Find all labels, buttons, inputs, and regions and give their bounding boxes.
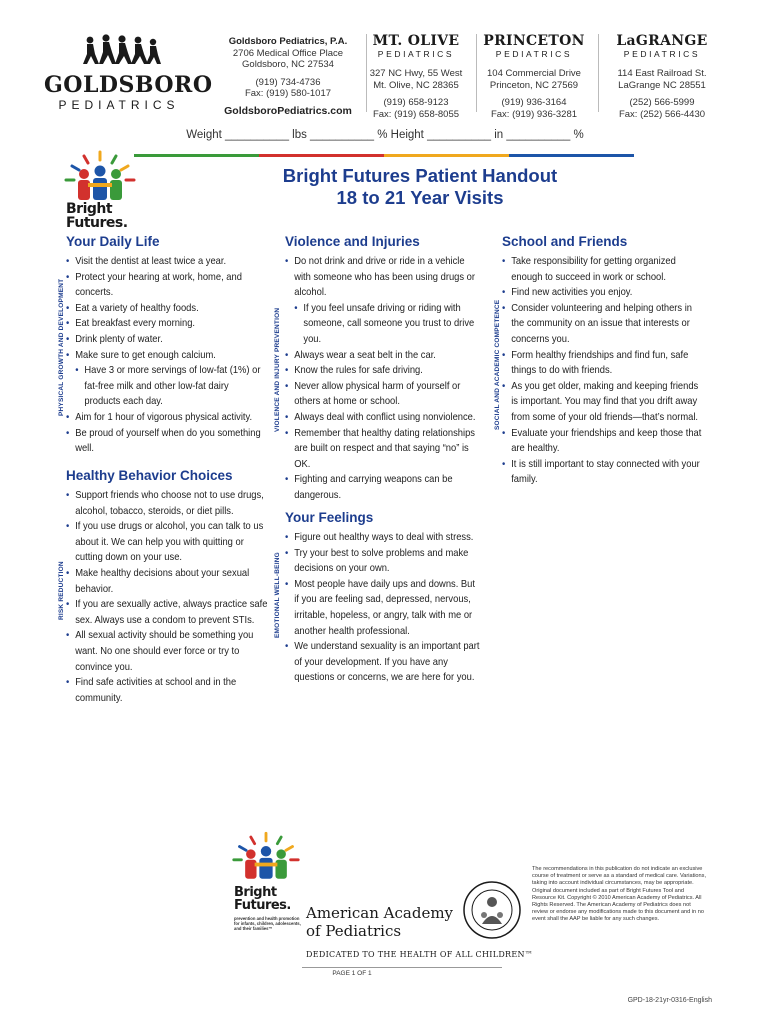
office-princeton bbox=[474, 34, 594, 120]
running-children-icon bbox=[82, 34, 162, 68]
list-item: • If you use drugs or alcohol, you can talk to us about it. We can help you with quitting or cutting down on your use. bbox=[66, 519, 270, 566]
handout-title bbox=[200, 165, 640, 209]
list-item: • Visit the dentist at least twice a year. bbox=[66, 254, 264, 270]
fax: Fax: (919) 580-1017 bbox=[244, 88, 332, 99]
school-list bbox=[502, 254, 703, 488]
office-lagrange bbox=[602, 34, 722, 120]
list-item: • If you are sexually active, always practice safe sex. Always use a condom to prevent STIs. bbox=[66, 597, 270, 628]
list-item: • Eat a variety of healthy foods. bbox=[66, 301, 264, 317]
disclaimer-text: The recommendations in this publication do not indicate an exclusive course of treatment or serve as a standard of medical care. Variations, taking into account individual circumstances, may be appropriate. Original document included as part of Bright Futures Tool and Resource Kit. Copyright © 2010 American Academy of Pediatrics. All Rights Reserved. The American Academy of Pediatrics does not review or endorse any modifications made to this document and in no event shall the AAP be liable for any such changes. bbox=[532, 866, 707, 923]
office-phone: (919) 658-9123 bbox=[383, 97, 449, 108]
color-bar-red bbox=[259, 154, 384, 157]
list-item: • Be proud of yourself when do you something well. bbox=[66, 426, 264, 457]
daily-life-list bbox=[66, 254, 264, 457]
list-item: • Figure out healthy ways to deal with stress. bbox=[285, 530, 480, 546]
list-item: • Find safe activities at school and in the community. bbox=[66, 675, 270, 706]
office-mt-olive bbox=[356, 34, 476, 120]
list-item: • Protect your hearing at work, home, and concerts. bbox=[66, 270, 264, 301]
office-address1: 327 NC Hwy, 55 West bbox=[369, 68, 463, 79]
list-subitem: • If you feel unsafe driving or riding with someone, call someone you trust to drive you. bbox=[285, 301, 478, 348]
color-bar-orange bbox=[384, 154, 509, 157]
practice-name: Goldsboro Pediatrics, P.A. bbox=[228, 36, 348, 47]
list-item: • Do not drink and drive or ride in a vehicle with someone who has been using drugs or alcohol. bbox=[285, 254, 478, 301]
list-item: • Try your best to solve problems and make decisions on your own. bbox=[285, 546, 480, 577]
list-subitem: • Have 3 or more servings of low-fat (1%) or fat-free milk and other low-fat dairy products each day. bbox=[66, 363, 264, 410]
office-fax: Fax: (919) 658-8055 bbox=[372, 108, 460, 120]
document-code: GPD-18-21yr-0316-English bbox=[627, 997, 712, 1004]
healthy-behavior-list bbox=[66, 488, 270, 706]
office-subtitle: PEDIATRICS bbox=[377, 49, 455, 59]
office-address1: 114 East Railroad St. bbox=[617, 68, 707, 79]
bright-futures-sun-icon bbox=[62, 150, 138, 202]
address-line1: 2706 Medical Office Place bbox=[232, 47, 344, 59]
title-line1: Bright Futures Patient Handout bbox=[282, 165, 558, 186]
bright-futures-logo bbox=[62, 150, 138, 232]
office-subtitle: PEDIATRICS bbox=[623, 49, 701, 59]
section-title-feelings: Your Feelings bbox=[285, 510, 374, 525]
office-phone: (252) 566-5999 bbox=[629, 97, 695, 108]
list-item: • Always wear a seat belt in the car. bbox=[285, 348, 478, 364]
side-label-risk: RISK REDUCTION bbox=[58, 561, 65, 620]
list-item: • Consider volunteering and helping others in the community on an issue that interests or concerns you. bbox=[502, 301, 703, 348]
list-item: • Always deal with conflict using nonviolence. bbox=[285, 410, 478, 426]
list-item: • Take responsibility for getting organized enough to succeed in work or school. bbox=[502, 254, 703, 285]
section-title-healthy-behavior: Healthy Behavior Choices bbox=[66, 468, 233, 483]
office-phone: (919) 936-3164 bbox=[501, 97, 567, 108]
list-item: • Eat breakfast every morning. bbox=[66, 316, 264, 332]
list-item: • Make sure to get enough calcium. bbox=[66, 348, 264, 364]
list-item: • Aim for 1 hour of vigorous physical activity. bbox=[66, 410, 264, 426]
section-title-school: School and Friends bbox=[502, 234, 628, 249]
feelings-list bbox=[285, 530, 480, 686]
divider bbox=[302, 967, 502, 968]
list-item: • As you get older, making and keeping friends is important. You may find that you drift away from some of your old friends—that’s normal. bbox=[502, 379, 703, 426]
office-name: LaGRANGE bbox=[616, 33, 708, 49]
office-name: MT. OLIVE bbox=[372, 33, 460, 49]
section-title-violence: Violence and Injuries bbox=[285, 234, 420, 249]
office-address1: 104 Commercial Drive bbox=[487, 68, 581, 79]
office-address2: Princeton, NC 27569 bbox=[489, 79, 579, 91]
list-item: • Know the rules for safe driving. bbox=[285, 363, 478, 379]
side-label-emotional: EMOTIONAL WELL-BEING bbox=[274, 552, 281, 638]
aap-name-line2: of Pediatrics bbox=[306, 922, 402, 940]
bright-futures-footer-logo bbox=[230, 828, 302, 938]
logo-word-bright: Bright bbox=[234, 885, 277, 900]
aap-name-line1: American Academy bbox=[306, 904, 454, 922]
aap-name bbox=[306, 904, 453, 940]
office-address2: Mt. Olive, NC 28365 bbox=[373, 79, 459, 91]
list-item: • Support friends who choose not to use drugs, alcohol, tobacco, steroids, or diet pills. bbox=[66, 488, 270, 519]
list-item: • Fighting and carrying weapons can be dangerous. bbox=[285, 472, 478, 503]
list-item: • Form healthy friendships and find fun, safe things to do with friends. bbox=[502, 348, 703, 379]
side-label-violence: VIOLENCE AND INJURY PREVENTION bbox=[274, 307, 281, 432]
list-item: • Never allow physical harm of yourself or others at home or school. bbox=[285, 379, 478, 410]
logo-word-bright: Bright bbox=[66, 201, 113, 217]
logo-word-futures: Futures. bbox=[234, 898, 291, 913]
list-item: • We understand sexuality is an important part of your development. If you have any questions or concerns, we are here for you. bbox=[285, 639, 480, 686]
brand-name: GOLDSBORO bbox=[44, 72, 213, 98]
list-item: • Find new activities you enjoy. bbox=[502, 285, 703, 301]
page-number: PAGE 1 OF 1 bbox=[332, 970, 372, 977]
list-item: • Evaluate your friendships and keep those that are healthy. bbox=[502, 426, 703, 457]
office-address2: LaGrange NC 28551 bbox=[618, 79, 706, 91]
aap-tagline: DEDICATED TO THE HEALTH OF ALL CHILDREN™ bbox=[306, 950, 534, 959]
phone: (919) 734-4736 bbox=[255, 76, 321, 88]
address-line2: Goldsboro, NC 27534 bbox=[242, 59, 334, 70]
list-item: • Most people have daily ups and downs. But if you are feeling sad, depressed, nervous, irritable, hopeless, or angry, talk with me or another health professional. bbox=[285, 577, 480, 639]
bright-futures-tagline: prevention and health promotion for infants, children, adolescents, and their families™ bbox=[234, 916, 301, 931]
list-item: • Remember that healthy dating relationships are built on respect and that saying “no” is OK. bbox=[285, 426, 478, 473]
office-fax: Fax: (919) 936-3281 bbox=[490, 108, 578, 120]
divider bbox=[598, 34, 599, 112]
brand-subtitle: PEDIATRICS bbox=[58, 98, 180, 112]
office-name: PRINCETON bbox=[483, 33, 585, 49]
section-title-daily-life: Your Daily Life bbox=[66, 234, 160, 249]
violence-list bbox=[285, 254, 478, 504]
list-item: • Drink plenty of water. bbox=[66, 332, 264, 348]
side-label-social: SOCIAL AND ACADEMIC COMPETENCE bbox=[494, 299, 501, 430]
color-bar bbox=[134, 154, 634, 157]
logo-word-futures: Futures. bbox=[66, 215, 128, 231]
measurements-line: Weight __________ lbs __________ % Height __________ in __________ % bbox=[186, 129, 584, 141]
side-label-physical: PHYSICAL GROWTH AND DEVELOPMENT bbox=[58, 278, 65, 416]
aap-seal-icon bbox=[462, 880, 522, 940]
goldsboro-logo bbox=[44, 34, 213, 114]
list-item: • Make healthy decisions about your sexual behavior. bbox=[66, 566, 270, 597]
list-item: • All sexual activity should be something you want. No one should ever force or try to convince you. bbox=[66, 628, 270, 675]
color-bar-blue bbox=[509, 154, 634, 157]
title-line2: 18 to 21 Year Visits bbox=[336, 187, 504, 208]
main-office-info bbox=[212, 36, 364, 117]
office-subtitle: PEDIATRICS bbox=[495, 49, 573, 59]
list-item: • It is still important to stay connected with your family. bbox=[502, 457, 703, 488]
color-bar-green bbox=[134, 154, 259, 157]
bright-futures-sun-icon bbox=[230, 828, 302, 884]
office-fax: Fax: (252) 566-4430 bbox=[618, 108, 706, 120]
website-link[interactable]: GoldsboroPediatrics.com bbox=[224, 104, 352, 117]
